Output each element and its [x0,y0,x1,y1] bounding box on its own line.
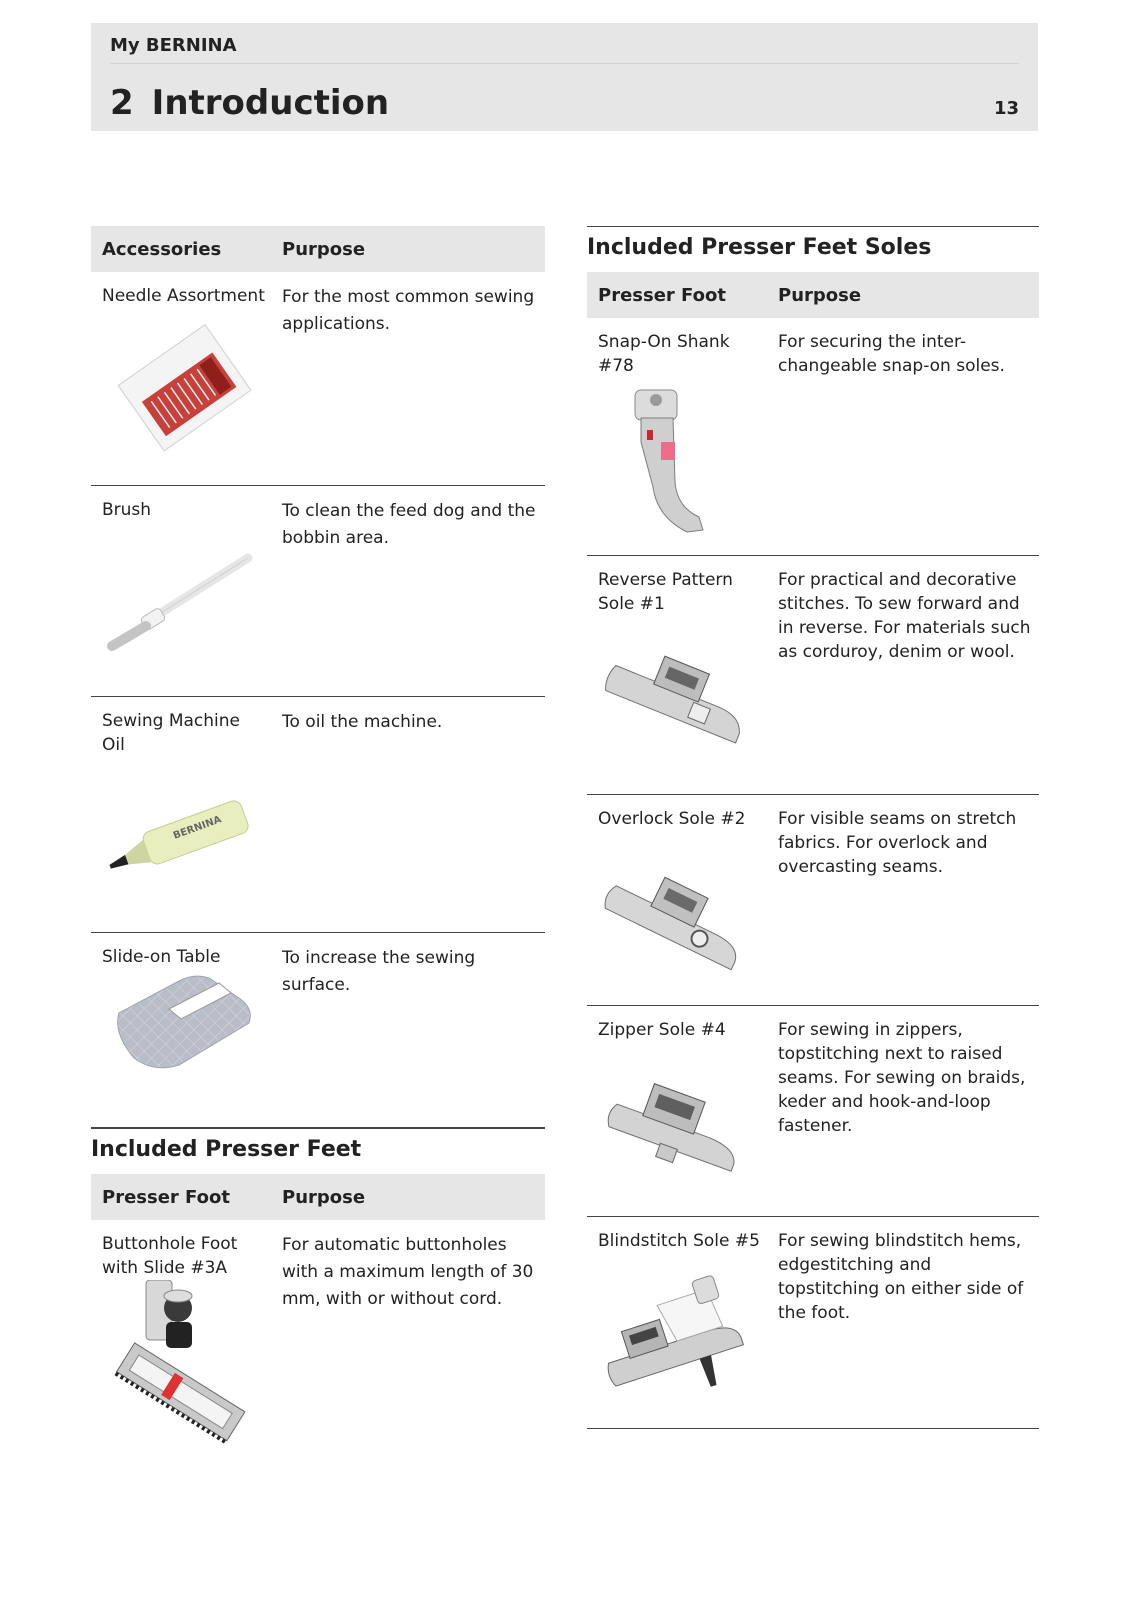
table-row [91,697,545,933]
column-header-presser-foot: Presser Foot [102,1186,230,1208]
sole-name: Reverse Pattern Sole #1 [598,570,733,614]
column-header-purpose: Purpose [778,284,862,306]
table-row [587,1217,1039,1429]
brush-image [106,546,256,656]
table-row [587,1006,1039,1217]
snap-on-shank-image [617,382,717,537]
table-row [587,795,1039,1006]
table-row [91,1220,545,1452]
accessory-purpose: To clean the feed dog and the bobbin area. [282,501,536,548]
chapter-heading [110,83,389,123]
header-divider [110,63,1019,64]
sole-name: Blindstitch Sole #5 [598,1231,760,1251]
page-number: 13 [993,98,1019,119]
table-row [91,486,545,697]
buttonhole-foot-image [106,1280,251,1445]
table-row [91,933,545,1128]
brand-label: My BERNINA [110,35,237,56]
svg-text:BERNINA: BERNINA [171,814,223,842]
sole-purpose: For visible seams on stretch fabrics. For overlock and overcasting seams. [778,809,1017,877]
accessory-purpose: For the most common sewing applications. [282,287,535,334]
right-column [587,226,1039,1429]
overlock-sole-image [597,861,757,981]
sole-purpose: For practical and decorative stitches. To sew forward and in reverse. For materials such as corduroy, denim or wool. [778,570,1031,662]
accessory-name: Sewing Machine Oil [102,711,241,755]
accessory-purpose: To oil the machine. [282,712,443,732]
sole-purpose: For sewing in zippers, topstitching next to raised seams. For sewing on braids, keder and hook-and-loop fastener. [778,1020,1026,1136]
sole-purpose: For securing the inter-changeable snap-on soles. [778,332,1005,376]
reverse-pattern-sole-image [597,646,757,756]
zipper-sole-image [597,1070,757,1185]
chapter-number: 2 [110,83,134,123]
table-row [587,318,1039,556]
chapter-title: Introduction [151,83,390,123]
column-header-accessories: Accessories [102,238,222,260]
sole-name: Snap-On Shank #78 [598,332,730,376]
section-title-presser-feet-soles: Included Presser Feet Soles [587,226,1039,272]
accessory-name: Brush [102,500,152,520]
sole-name: Zipper Sole #4 [598,1020,726,1040]
accessory-purpose: To increase the sewing surface. [282,948,476,995]
left-column [91,226,545,1452]
accessory-name: Needle Assortment [102,286,265,306]
column-header-presser-foot: Presser Foot [598,284,726,306]
presser-foot-purpose: For automatic buttonholes with a maximum length of 30 mm, with or without cord. [282,1235,534,1309]
oil-tube-image [106,797,256,887]
column-header-purpose: Purpose [282,1186,366,1208]
soles-table-header [587,272,1039,318]
presser-feet-table-header [91,1174,545,1220]
blindstitch-sole-image [597,1271,757,1406]
page-header [91,23,1038,131]
slide-on-table-image [109,973,254,1078]
sole-purpose: For sewing blindstitch hems, edgestitching and topstitching on either side of the foot. [778,1231,1024,1323]
needle-pack-image [109,320,259,455]
table-row [587,556,1039,795]
section-title-presser-feet: Included Presser Feet [91,1128,545,1174]
column-header-purpose: Purpose [282,238,366,260]
table-row [91,272,545,486]
sole-name: Overlock Sole #2 [598,809,746,829]
accessory-name: Slide-on Table [102,947,221,967]
presser-foot-name: Buttonhole Foot with Slide #3A [102,1234,238,1278]
accessories-table-header [91,226,545,272]
